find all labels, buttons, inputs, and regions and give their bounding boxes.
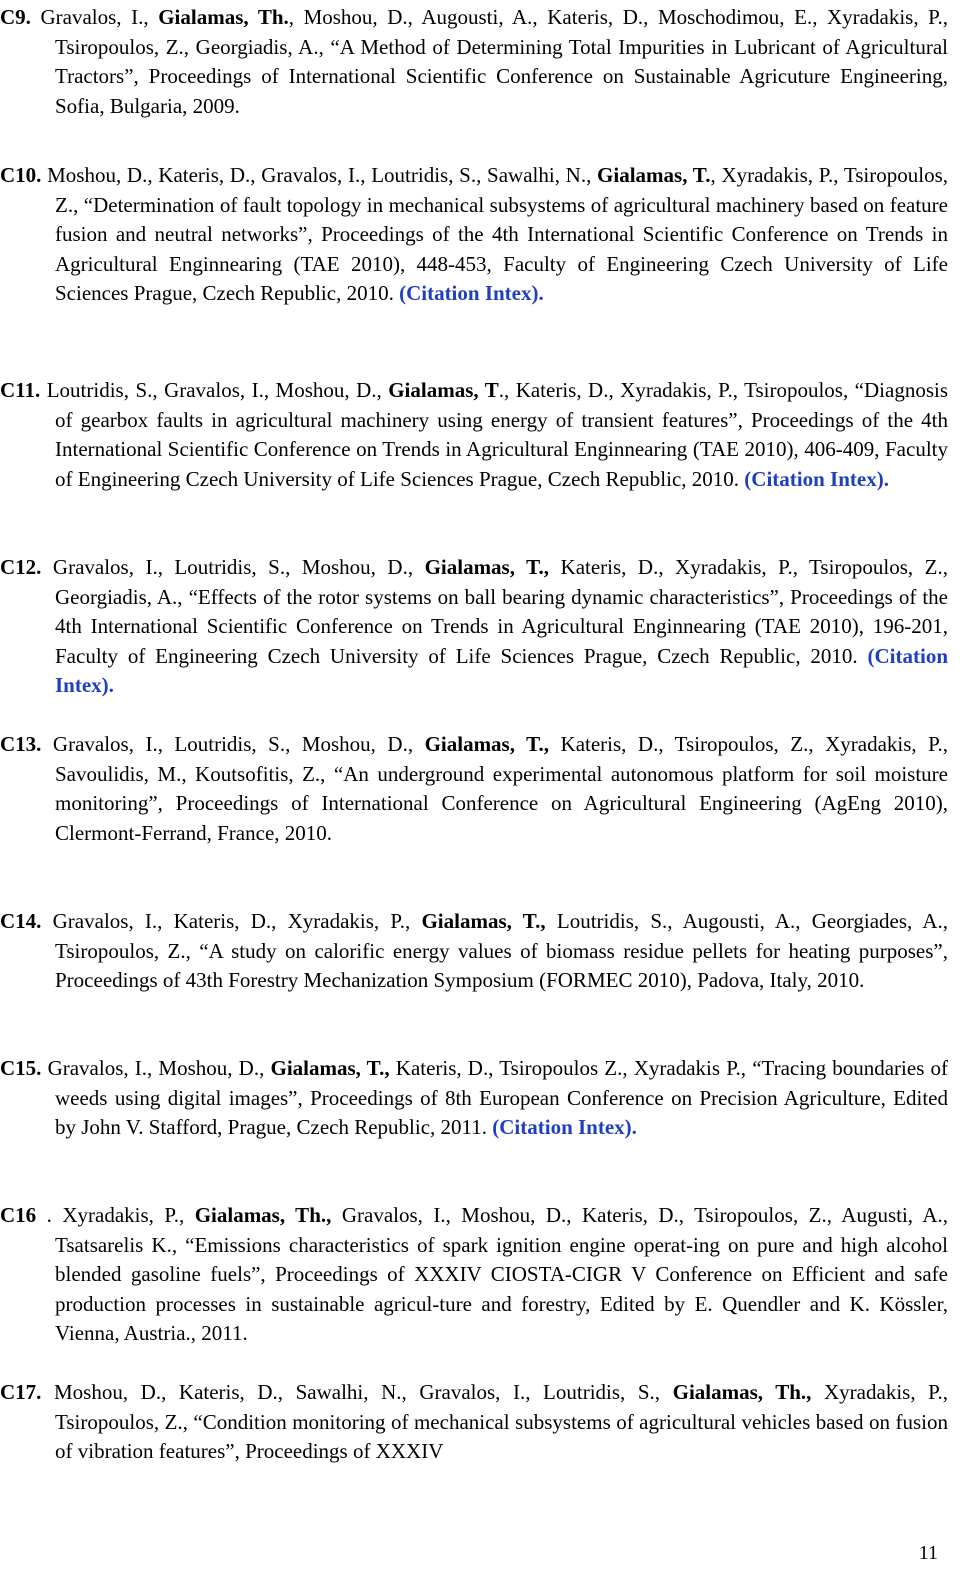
reference-number: C10. (0, 163, 42, 187)
reference-text: Moshou, D., Kateris, D., Sawalhi, N., Gravalos, I., Loutridis, S., (54, 1380, 673, 1404)
reference-number: C11. (0, 378, 41, 402)
reference-text: Xyradakis, P., Tsiropoulos, Z., “Condition monitoring of mechanical subsystems of agricultural vehicles based on fusion of vibration features”, Proceedings of XXXIV (55, 1380, 948, 1464)
reference-text: . Xyradakis, P., (46, 1203, 195, 1227)
reference-c17 (0, 1378, 948, 1467)
reference-text: , Xyradakis, P., Tsiropoulos, Z., “Determination of fault topology in mechanical subsystems of agricultural machinery based on feature fusion and neutral networks”, Proceedings of the 4th International Scientific Conference on Trends in Agricultural Enginnearing (TAE 2010), 448-453, Faculty of Engineering Czech University of Life Sciences Prague, Czech Republic, 2010. (55, 163, 948, 306)
reference-number: C16 (0, 1203, 37, 1227)
reference-text: Kateris, D., Tsiropoulos, Z., Xyradakis, P., Savoulidis, M., Koutsofitis, Z., “An underground experimental autonomous platform for soil moisture monitoring”, Proceedings of International Conference on Agricultural Engineering (AgEng 2010), Clermont-Ferrand, France, 2010. (55, 732, 948, 845)
reference-text: Loutridis, S., Augousti, A., Georgiades, A., Tsiropoulos, Z., “A study on calorific energy values of biomass residue pellets for heating purposes”, Proceedings of 43th Forestry Mechanization Symposium (FORMEC 2010), Padova, Italy, 2010. (55, 909, 948, 993)
reference-text: , Moshou, D., Augousti, A., Kateris, D., Moschodimou, E., Xyradakis, P., Tsiropoulos, Z., Georgiadis, A., “A Method of Determining Total Impurities in Lubricant of Agricultural Tractors”, Proceedings of International Scientific Conference on Sustainable Agricuture Engineering, Sofia, Bulgaria, 2009. (55, 5, 948, 118)
reference-c15 (0, 1054, 949, 1143)
reference-text: Gravalos, I., (40, 5, 159, 29)
reference-c14 (0, 907, 948, 996)
reference-c10 (0, 161, 948, 309)
highlighted-author: Gialamas, T., (424, 732, 550, 756)
reference-text: Gravalos, I., Moshou, D., (47, 1056, 271, 1080)
citation-note: (Citation Intex). (492, 1115, 637, 1140)
reference-number: C15. (0, 1056, 42, 1080)
reference-c16 (0, 1201, 948, 1349)
reference-number: C9. (0, 5, 31, 29)
page-number: 11 (918, 1542, 938, 1564)
reference-c11 (0, 376, 949, 494)
reference-text: Gravalos, I., Moshou, D., Kateris, D., Tsiropoulos, Z., Augusti, A., Tsatsarelis K., “Emissions characteristics of spark ignition engine operat-ing on pure and high alcohol blended gasoline fuels”, Proceedings of XXXIV CIOSTA-CIGR V Conference on Efficient and safe production processes in sustainable agricul-ture and forestry, Edited by E. Quendler and K. Kössler, Vienna, Austria., 2011. (55, 1203, 948, 1346)
citation-note: (Citation Intex). (744, 466, 889, 491)
reference-text: Gravalos, I., Loutridis, S., Moshou, D., (52, 555, 425, 579)
citation-note: (Citation Intex). (55, 643, 948, 698)
highlighted-author: Gialamas, T., (424, 555, 550, 579)
reference-text: Gravalos, I., Kateris, D., Xyradakis, P., (52, 909, 422, 933)
reference-number: C13. (0, 732, 42, 756)
reference-number: C14. (0, 909, 42, 933)
reference-c12 (0, 553, 948, 701)
reference-c13 (0, 730, 948, 848)
highlighted-author: Gialamas, Th. (158, 5, 289, 29)
reference-text: Moshou, D., Kateris, D., Gravalos, I., Loutridis, S., Sawalhi, N., (47, 163, 598, 187)
reference-text: Gravalos, I., Loutridis, S., Moshou, D., (52, 732, 425, 756)
highlighted-author: Gialamas, T., (421, 909, 546, 933)
reference-text: Loutridis, S., Gravalos, I., Moshou, D., (46, 378, 389, 402)
highlighted-author: Gialamas, Th., (672, 1380, 812, 1404)
highlighted-author: Gialamas, T. (597, 163, 711, 187)
reference-text: Kateris, D., Tsiropoulos Z., Xyradakis P., “Tracing boundaries of weeds using digital images”, Proceedings of 8th European Conference on Precision Agriculture, Edited by John V. Stafford, Prague, Czech Republic, 2011. (55, 1056, 949, 1140)
reference-text: ., Kateris, D., Xyradakis, P., Tsiropoulos, “Diagnosis of gearbox faults in agricultural machinery using energy of transient features”, Proceedings of the 4th International Scientific Conference on Trends in Agricultural Enginnearing (TAE 2010), 406-409, Faculty of Engineering Czech University of Life Sciences Prague, Czech Republic, 2010. (55, 378, 949, 491)
highlighted-author: Gialamas, T (388, 378, 499, 402)
reference-text: Kateris, D., Xyradakis, P., Tsiropoulos, Z., Georgiadis, A., “Effects of the rotor systems on ball bearing dynamic characteristics”, Proceedings of the 4th International Scientific Conference on Trends in Agricultural Enginnearing (TAE 2010), 196-201, Faculty of Engineering Czech University of Life Sciences Prague, Czech Republic, 2010. (55, 555, 948, 668)
reference-number: C12. (0, 555, 42, 579)
highlighted-author: Gialamas, T., (270, 1056, 390, 1080)
highlighted-author: Gialamas, Th., (194, 1203, 332, 1227)
reference-c9 (0, 3, 948, 121)
reference-number: C17. (0, 1380, 42, 1404)
citation-note: (Citation Intex). (399, 281, 544, 306)
